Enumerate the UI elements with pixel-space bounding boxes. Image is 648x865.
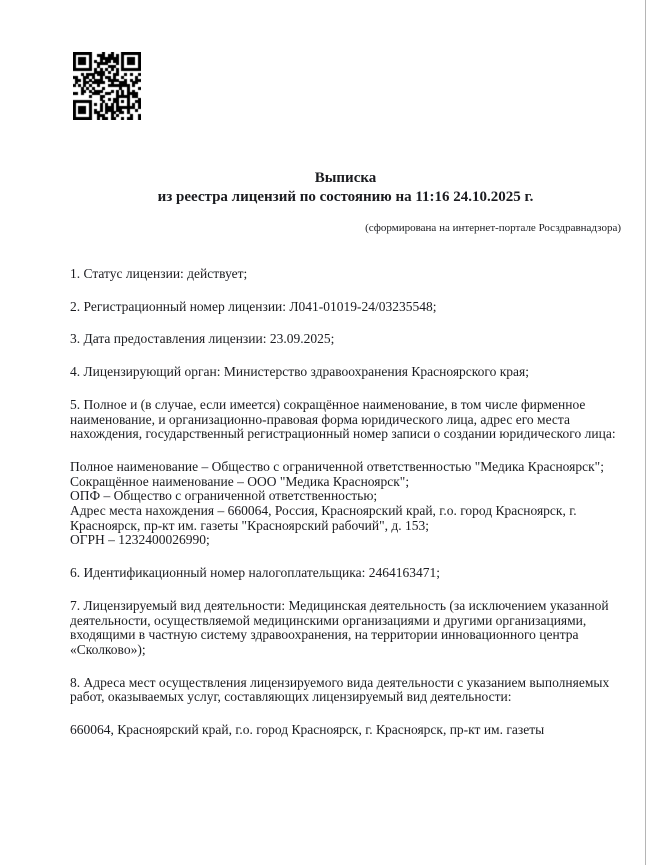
paragraph-org-name-intro: 5. Полное и (в случае, если имеется) сокращённое наименование, в том числе фирменное наименование, и организационно-правовая форма юридического лица, адрес его места нахождения, государственный регистрационный номер записи о создании юридического лица: (70, 396, 616, 442)
org-detail-short-name: Сокращённое наименование – ООО "Медика Красноярск"; (70, 473, 410, 489)
paragraph-reg-number: 2. Регистрационный номер лицензии: Л041-01019-24/03235548; (70, 298, 437, 314)
paragraph-licensing-authority: 4. Лицензирующий орган: Министерство здравоохранения Красноярского края; (70, 364, 529, 380)
document-title-line2: из реестра лицензий по состоянию на 11:16 24.10.2025 г. (157, 189, 534, 205)
paragraph-activity-type: 7. Лицензируемый вид деятельности: Медицинская деятельность (за исключением указанной деятельности, осуществляемой медицинскими организациями и другими организациями, входящими в частную систему здравоохранения, на территории инновационного центра «Сколково»); (70, 597, 609, 657)
paragraph-activity-addresses: 8. Адреса мест осуществления лицензируемого вида деятельности с указанием выполняемых работ, оказываемых услуг, составляющих лицензируемый вид деятельности: (70, 674, 610, 705)
paragraph-grant-date: 3. Дата предоставления лицензии: 23.09.2025; (70, 331, 335, 347)
document-title-line1: Выписка (314, 170, 377, 186)
qr-code-icon (73, 52, 141, 120)
org-detail-address: Адрес места нахождения – 660064, Россия, Красноярский край, г.о. город Красноярск, г. Красноярск, пр-кт им. газеты "Красноярский рабочий", д. 153; (70, 503, 577, 533)
org-detail-opf: ОПФ – Общество с ограниченной ответственностью; (70, 488, 378, 504)
document-content (70, 169, 621, 756)
org-detail-full-name: Полное наименование – Общество с ограниченной ответственностью "Медика Красноярск"; (70, 458, 604, 474)
page-edge-divider (645, 0, 646, 865)
org-detail-ogrn: ОГРН – 1232400026990; (70, 532, 210, 548)
formed-note: (сформирована на интернет-портале Росздравнадзора) (365, 222, 621, 234)
org-details-block (70, 460, 621, 548)
paragraph-inn: 6. Идентификационный номер налогоплательщика: 2464163471; (70, 565, 440, 581)
paragraph-status: 1. Статус лицензии: действует; (70, 266, 248, 281)
document-body (70, 267, 621, 738)
paragraph-address-start: 660064, Красноярский край, г.о. город Красноярск, г. Красноярск, пр-кт им. газеты (70, 722, 545, 738)
